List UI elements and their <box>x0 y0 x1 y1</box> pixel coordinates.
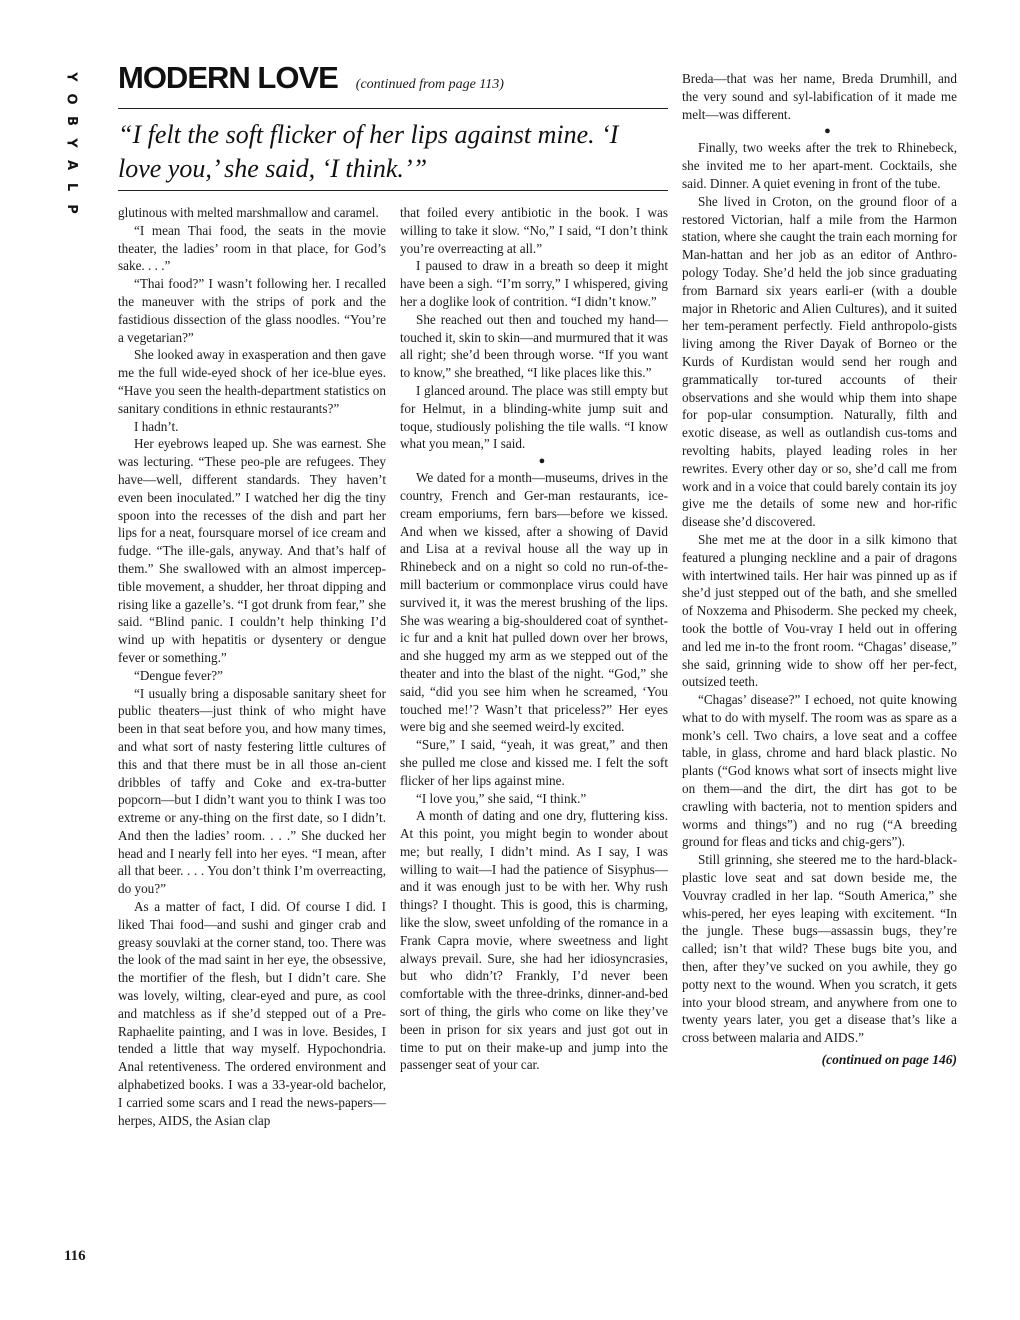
page-number: 116 <box>64 1248 86 1264</box>
paragraph: She met me at the door in a silk kimono that featured a plunging neckline and a pair of dragons with intertwined tails. Her hair was pinned up as if she’d just stepped out of the bath, and she smelled of Noxzema and Phisoderm. She pecked my cheek, took the bottle of Vou-vray I held out in offering and led me in-to the front room. “Chagas’ disease,” she said, grinning wide to show off her per-fect, outsized teeth. <box>682 531 957 690</box>
paragraph: Her eyebrows leaped up. She was earnest. She was lecturing. “These peo-ple are refugees. They have—well, different standards. They haven’t even been inoculated.” I watched her dig the tiny spoon into the recesses of the dish and part her lips for a neat, foursquare morsel of ice cream and fudge. “The ille-gals, anyway. And that’s half of them.” She swallowed with an almost impercep-tible movement, a shudder, her throat dipping and rising like a gazelle’s. “I got drunk from fear,” she said. “Blind panic. I couldn’t help thinking I’d wind up with hepatitis or dysentery or dengue fever or something.” <box>118 436 386 665</box>
paragraph: She reached out then and touched my hand—touched it, skin to skin—and murmured that it was all right; she’d been through worse. “If you want to know,” she breathed, “I like places like this.” <box>400 311 668 381</box>
paragraph: I paused to draw in a breath so deep it might have been a sigh. “I’m sorry,” I whispered, giving her a doglike look of contrition. “I didn’t know.” <box>400 258 668 309</box>
paragraph: “Thai food?” I wasn’t following her. I recalled the maneuver with the strips of pork and the fastidious dissection of the glass noodles. “You’re a vegetarian?” <box>118 276 386 345</box>
text-column-2 <box>400 204 668 1074</box>
text-column-1 <box>118 204 386 1129</box>
continued-from-note: (continued from page 113) <box>355 77 504 92</box>
title-letter: P <box>64 204 79 214</box>
column-name: MODERN LOVE <box>118 60 338 95</box>
paragraph: I hadn’t. <box>134 418 179 434</box>
paragraph: As a matter of fact, I did. Of course I did. I liked Thai food—and sushi and ginger crab and greasy souvlaki at the corner stand, too. There was the look of the mad saint in her eye, the obsessive, the mortifier of the flesh, but I didn’t care. She was lovely, wilting, clear-eyed and pure, as cool and matchless as if she’d stepped out of a Pre-Raphaelite painting, and I was in love. Besides, I tended a little that way myself. Hypochondria. Anal retentiveness. The ordered environment and alphabetized books. I was a 33-year-old bachelor, I carried some scars and I read the news-papers—herpes, AIDS, the Asian clap <box>118 899 386 1128</box>
rule-bottom <box>118 190 668 191</box>
title-letter: Y <box>63 138 79 148</box>
title-letter: O <box>64 93 79 105</box>
title-letter: A <box>64 159 79 171</box>
paragraph: “Chagas’ disease?” I echoed, not quite knowing what to do with myself. The room was as spare as a monk’s cell. Two chairs, a love seat and a coffee table, in glass, chrome and hard black plastic. No plants (“God knows what sort of insects might live on them—and the dirt, the dirt has got to be crawling with bacteria, not to mention spiders and worms and things”) and no rug (“A breeding ground for fleas and ticks and chig-gers”). <box>682 692 957 850</box>
paragraph: Finally, two weeks after the trek to Rhinebeck, she invited me to her apart-ment. Cocktails, she said. Dinner. A quiet evening in front of the tube. <box>682 140 957 191</box>
paragraph: that foiled every antibiotic in the book. I was willing to take it slow. “No,” I said, “I don’t think you’re overreacting at all.” <box>400 205 668 256</box>
paragraph: “Sure,” I said, “yeah, it was great,” and then she pulled me close and kissed me. I felt the soft flicker of her lips against mine. <box>400 737 668 788</box>
title-letter: Y <box>63 72 79 82</box>
text-column-3 <box>682 70 957 1069</box>
title-letter: L <box>63 182 79 192</box>
paragraph: Still grinning, she steered me to the hard-black-plastic love seat and sat down beside me, the Vouvray cradled in her lap. “South America,” she whis-pered, her eyes leaping with excitement. “In the jungle. These bugs—assassin bugs, they’re called; isn’t that wild? These bugs bite you, and then, after they’ve sucked on you awhile, they go potty next to the wound. When you scratch, it gets into your blood stream, and anywhere from one to twenty years later, you get a disease that’s like a cross between malaria and AIDS.” <box>682 852 957 1046</box>
paragraph: “I mean Thai food, the seats in the movie theater, the ladies’ room in that place, for God’s sake. . . .” <box>118 222 386 274</box>
continued-on-note: (continued on page 146) <box>821 1052 957 1068</box>
paragraph: Breda—that was her name, Breda Drumhill, and the very sound and syl-labification of it made me melt—was different. <box>682 71 957 122</box>
paragraph: We dated for a month—museums, drives in the country, French and Ger-man restaurants, ice-cream emporiums, fern bars—before we kissed. And when we kissed, after a showing of David and Lisa at a revival house all the way up in Rhinebeck and on a night so cold no run-of-the-mill bacterium or commonplace virus could have survived it, it was the merest brushing of the lips. She was wearing a big-shouldered coat of synthet-ic fur and a knit hat pulled down over her brows, and she hugged my arm as we stepped out of the theater and into the blast of the night. “God,” she said, “did you see him when he screamed, ‘You touched me!’? Wasn’t that priceless?” Her eyes were big and she seemed weird-ly excited. <box>400 470 668 735</box>
pull-quote: “I felt the soft flicker of her lips against mine. ‘I love you,’ she said, ‘I think.’” <box>118 120 619 183</box>
paragraph: She looked away in exasperation and then gave me the full wide-eyed shock of her ice-blue eyes. “Have you seen the health-department statistics on sanitary conditions in ethnic restaurants?” <box>118 347 386 416</box>
magazine-title-vertical <box>58 66 84 220</box>
article-header <box>118 60 668 96</box>
paragraph: “I love you,” she said, “I think.” <box>416 790 587 806</box>
title-letter: B <box>63 116 79 126</box>
section-break-bullet: ● <box>538 455 546 468</box>
paragraph: “Dengue fever?” <box>134 667 223 683</box>
paragraph: She lived in Croton, on the ground floor of a restored Victorian, half a mile from the Harmon station, where she caught the train each morning for Man-hattan and her job as an editor of Anthro-pology Today. She’d held the job since graduating from Barnard six years earli-er (with a double major in Rhetoric and Alien Cultures), and it suited her tem-perament perfectly. Field anthropolo-gists living among the River Dayak of Borneo or the Kurds of Kurdistan would send her rough and grammatically tor-tured accounts of their observations and she would whip them into shape for pop-ular consumption. Naturally, filth and exotic disease, as well as outlandish cus-toms and revolting habits, played leading roles in her rewrites. Every other day or so, she’d call me from work and in a voice that could barely contain its joy give me the details of some new and hor-rific disease she’d discovered. <box>682 193 957 530</box>
paragraph: glutinous with melted marshmallow and caramel. <box>118 205 379 220</box>
paragraph: I glanced around. The place was still empty but for Helmut, in a blinding-white jump suit and toque, studiously polishing the tile walls. “I know what you mean,” I said. <box>400 382 668 452</box>
section-break-bullet: ● <box>824 125 831 138</box>
paragraph: “I usually bring a disposable sanitary sheet for public theaters—just think of who might have been in that seat before you, and how many times, and what sort of nasty festering little cultures of this and that there must be in all those an-cient dribbles of taffy and Coke and ex-tra-butter popcorn—but I didn’t want you to think I was too extreme or any-thing on the first date, so I didn’t. And then the ladies’ room. . . .” She ducked her head and I nearly fell into her eyes. “I mean, after all that beer. . . . You don’t think I’m overreacting, do you?” <box>118 685 386 897</box>
paragraph: A month of dating and one dry, fluttering kiss. At this point, you might begin to wonder about me; but really, I didn’t mind. As I say, I was willing to wait—I had the patience of Sisyphus—and it was enough just to be with her. Why rush things? I thought. This is good, this is charming, like the slow, sweet unfolding of the romance in a Frank Capra movie, where sweetness and light always prevail. Sure, she had her idiosyncrasies, but who didn’t? Frankly, I’d never been comfortable with the three-drinks, dinner-and-bed sort of thing, the girls who come on like they’ve been in prison for six years and just got out in time to put on their make-up and jump into the passenger seat of your car. <box>400 808 668 1073</box>
rule-top <box>118 108 668 109</box>
